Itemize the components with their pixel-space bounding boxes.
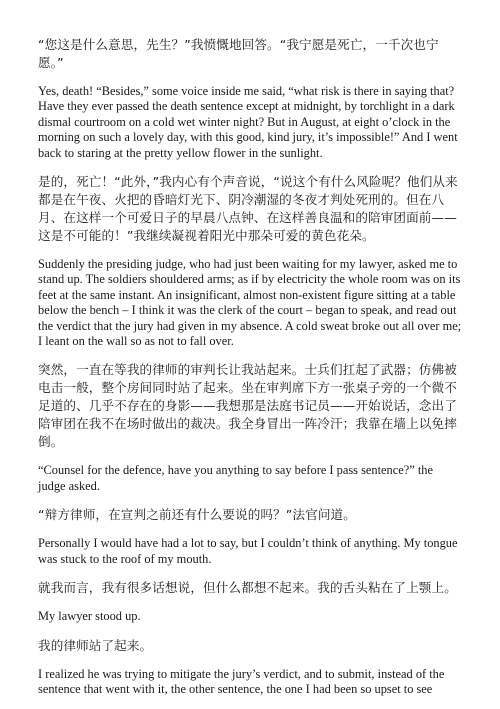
paragraph-zh-3: 突然，一直在等我的律师的审判长让我站起来。士兵们扛起了武器；仿佛被电击一般，整个房间同时站了起来。坐在审判席下方一张桌子旁的一个微不足道的、几乎不存在的身影——我想那是法庭书记员——开始说话，念出了陪审团在我不在场时做出的裁决。我全身冒出一阵冷汗；我靠在墙上以免摔倒。 [38,362,457,450]
paragraph-zh-6: 我的律师站了起来。 [38,637,153,653]
document-page [38,36,462,709]
paragraph-en-1: Yes, death! “Besides,” some voice inside me said, “what risk is there in saying that? Have they ever passed the death sentence except at midnight, by torchlight in a dark dismal courtroom on a cold wet winter night? But in August, at eight o’clock in the morning on such a lovely day, with this good, kind jury, it’s impossible!” And I went back to staring at the pretty yellow flower in the sunlight. [38,84,458,160]
paragraph-zh-1: “您这是什么意思，先生？”我愤慨地回答。“我宁愿是死亡，一千次也宁愿。” [38,37,439,70]
paragraph-zh-2: 是的，死亡！“此外，”我内心有个声音说，“说这个有什么风险呢？他们从来都是在午夜、火把的昏暗灯光下、阴冷潮湿的冬夜才判处死刑的。但在八月、在这样一个可爱日子的早晨八点钟、在这样善良温和的陪审团面前——这是不可能的！”我继续凝视着阳光中那朵可爱的黄色花朵。 [38,174,458,244]
paragraph-en-3: “Counsel for the defence, have you anything to say before I pass sentence?” the judge asked. [38,463,433,493]
paragraph-en-2: Suddenly the presiding judge, who had just been waiting for my lawyer, asked me to stand up. The soldiers shouldered arms; as if by electricity the whole room was on its feet at the same instant. An insignificant, almost non-existent figure sitting at a table below the bench – I think it was the clerk of the court – began to speak, and read out the verdict that the jury had given in my absence. A cold sweat broke out all over me; I leant on the wall so as not to fall over. [38,257,462,349]
paragraph-en-5: My lawyer stood up. [38,609,141,624]
paragraph-zh-5: 就我而言，我有很多话想说，但什么都想不起来。我的舌头粘在了上颚上。 [38,580,457,596]
paragraph-en-4: Personally I would have had a lot to say, but I couldn’t think of anything. My tongue was stuck to the roof of my mouth. [38,536,458,566]
paragraph-zh-4: “辩方律师，在宣判之前还有什么要说的吗？”法官问道。 [38,507,356,523]
paragraph-en-6: I realized he was trying to mitigate the jury’s verdict, and to submit, instead of the sentence that went with it, the other sentence, the one I had been so upset to see [38,666,445,696]
